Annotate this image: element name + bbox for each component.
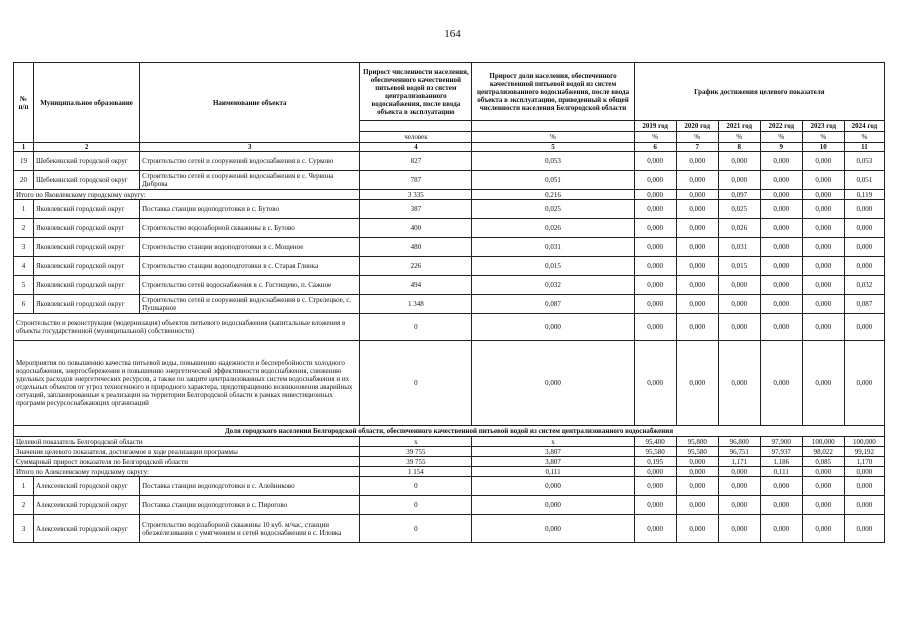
column-number: 2 (34, 143, 140, 152)
share-cell: 0,087 (472, 295, 634, 314)
header-year: 2024 год (844, 121, 884, 132)
share-cell: 0,216 (472, 190, 634, 200)
measures-row (14, 341, 885, 426)
year-value-cell: 0,000 (802, 190, 844, 200)
year-value-cell: 0,000 (676, 314, 718, 341)
table-row (14, 496, 885, 515)
population-cell: 1 154 (360, 467, 472, 477)
year-value-cell: 98,022 (802, 447, 844, 457)
header-n: № п/п (14, 63, 34, 143)
population-cell: 3 335 (360, 190, 472, 200)
population-cell: 0 (360, 515, 472, 543)
year-value-cell: 0,000 (844, 467, 884, 477)
year-value-cell: 0,000 (718, 477, 760, 496)
year-value-cell: 0,000 (634, 341, 676, 426)
year-value-cell: 0,000 (760, 200, 802, 219)
year-value-cell: 0,000 (760, 515, 802, 543)
municipality-cell: Яковлевский городской округ (34, 200, 140, 219)
row-label: Итого по Алексеевскому городскому округу: (14, 467, 360, 477)
year-value-cell: 0,000 (718, 152, 760, 171)
column-number: 1 (14, 143, 34, 152)
target-row (14, 437, 885, 447)
header-year: 2023 год (802, 121, 844, 132)
column-number: 11 (844, 143, 884, 152)
year-value-cell: 0,087 (844, 295, 884, 314)
year-value-cell: 0,000 (634, 190, 676, 200)
object-cell: Поставка станции водоподготовки в с. Бутово (140, 200, 360, 219)
header-year: 2021 год (718, 121, 760, 132)
year-value-cell: 0,000 (760, 496, 802, 515)
column-number: 6 (634, 143, 676, 152)
population-cell: 387 (360, 200, 472, 219)
population-cell: 226 (360, 257, 472, 276)
population-cell: 0 (360, 496, 472, 515)
year-value-cell: 0,000 (844, 238, 884, 257)
share-cell: 3,807 (472, 457, 634, 467)
year-value-cell: 95,800 (676, 437, 718, 447)
year-value-cell: 96,751 (718, 447, 760, 457)
year-value-cell: 96,800 (718, 437, 760, 447)
object-cell: Строительство станции водоподготовки в с. Мощеное (140, 238, 360, 257)
row-number: 4 (14, 257, 34, 276)
year-value-cell: 0,000 (760, 238, 802, 257)
header-blank (472, 121, 634, 132)
year-value-cell: 0,000 (844, 341, 884, 426)
year-value-cell: 0,000 (634, 515, 676, 543)
row-label: Мероприятия по повышению качества питьевой воды, повышению надежности и бесперебойности холодного водоснабжения, энергосбережения и повышению энергетической эффективности водоснабжения, снижению удельных расходов энергетических ресурсов, а также по защите централизованных систем водоснабжения и их отдельных объектов от угроз техногенного и природного характера, предотвращению возникновения аварийных ситуаций, запланированные к реализации на территории Белгородской области в рамках инвестиционных программ ресурсоснабжающих организаций (14, 341, 360, 426)
year-value-cell: 0,000 (676, 467, 718, 477)
unit-pct: % (676, 132, 718, 143)
year-value-cell: 1,171 (718, 457, 760, 467)
year-value-cell: 0,000 (634, 276, 676, 295)
table-row (14, 477, 885, 496)
header-object: Наименование объекта (140, 63, 360, 143)
year-value-cell: 0,000 (844, 200, 884, 219)
year-value-cell: 0,000 (676, 190, 718, 200)
header-population-increase: Прирост численности населения, обеспеченного качественной питьевой водой из систем централизованного водоснабжения, после ввода объекта в эксплуатацию (360, 63, 472, 121)
year-value-cell: 0,000 (676, 171, 718, 190)
row-number: 3 (14, 238, 34, 257)
column-numbers-row (14, 143, 885, 152)
year-value-cell: 0,000 (760, 219, 802, 238)
share-cell: 0,053 (472, 152, 634, 171)
section-title: Доля городского населения Белгородской области, обеспеченного качественной питьевой водой из систем централизованного водоснабжения (14, 426, 885, 437)
share-cell: 0,111 (472, 467, 634, 477)
year-value-cell: 0,000 (802, 496, 844, 515)
year-value-cell: 0,000 (760, 190, 802, 200)
year-value-cell: 0,000 (634, 295, 676, 314)
year-value-cell: 0,097 (718, 190, 760, 200)
year-value-cell: 0,000 (676, 515, 718, 543)
row-number: 2 (14, 219, 34, 238)
year-value-cell: 0,000 (718, 515, 760, 543)
row-label: Суммарный прирост показателя по Белгородской области (14, 457, 360, 467)
year-value-cell: 1,186 (760, 457, 802, 467)
municipality-cell: Шебекинский городской округ (34, 171, 140, 190)
section-row (14, 426, 885, 437)
municipality-cell: Яковлевский городской округ (34, 295, 140, 314)
object-cell: Строительство сетей и сооружений водоснабжения в с. Червона Диброва (140, 171, 360, 190)
header-row (14, 63, 885, 121)
year-value-cell: 0,000 (718, 295, 760, 314)
table-row (14, 515, 885, 543)
year-value-cell: 95,400 (634, 437, 676, 447)
target-row (14, 447, 885, 457)
year-value-cell: 0,000 (844, 477, 884, 496)
year-value-cell: 0,000 (844, 219, 884, 238)
row-number: 2 (14, 496, 34, 515)
object-cell: Строительство сетей и сооружений водоснабжения в с. Стрелецкое, с. Пушкарное (140, 295, 360, 314)
share-cell: x (472, 437, 634, 447)
year-value-cell: 99,192 (844, 447, 884, 457)
unit-pct: % (634, 132, 676, 143)
year-value-cell: 0,000 (802, 152, 844, 171)
year-value-cell: 0,085 (802, 457, 844, 467)
row-number: 1 (14, 477, 34, 496)
year-value-cell: 0,000 (802, 467, 844, 477)
table-row (14, 171, 885, 190)
year-value-cell: 0,000 (634, 152, 676, 171)
year-value-cell: 0,000 (676, 152, 718, 171)
year-value-cell: 0,000 (802, 238, 844, 257)
year-value-cell: 0,000 (802, 276, 844, 295)
table-row (14, 219, 885, 238)
total-row (14, 190, 885, 200)
year-value-cell: 0,026 (718, 219, 760, 238)
municipality-cell: Яковлевский городской округ (34, 219, 140, 238)
row-number: 6 (14, 295, 34, 314)
population-cell: 39 755 (360, 447, 472, 457)
share-cell: 0,000 (472, 477, 634, 496)
header-year: 2022 год (760, 121, 802, 132)
municipality-cell: Яковлевский городской округ (34, 257, 140, 276)
year-value-cell: 0,000 (760, 477, 802, 496)
year-value-cell: 0,000 (802, 295, 844, 314)
year-value-cell: 95,580 (634, 447, 676, 457)
year-value-cell: 0,000 (760, 152, 802, 171)
population-cell: 400 (360, 219, 472, 238)
object-cell: Поставка станции водоподготовки в с. Пирогово (140, 496, 360, 515)
unit-pct: % (718, 132, 760, 143)
year-value-cell: 0,000 (634, 257, 676, 276)
year-value-cell: 95,580 (676, 447, 718, 457)
population-cell: 0 (360, 477, 472, 496)
municipality-cell: Яковлевский городской округ (34, 276, 140, 295)
year-value-cell: 0,000 (676, 238, 718, 257)
table-row (14, 152, 885, 171)
share-cell: 0,015 (472, 257, 634, 276)
population-cell: 39 755 (360, 457, 472, 467)
year-value-cell: 0,000 (676, 341, 718, 426)
year-value-cell: 0,000 (844, 314, 884, 341)
population-cell: 0 (360, 341, 472, 426)
municipality-cell: Алексеевский городской округ (34, 477, 140, 496)
unit-pct: % (802, 132, 844, 143)
year-value-cell: 0,000 (802, 171, 844, 190)
object-cell: Строительство сетей водоснабжения в с. Гостищево, п. Сажное (140, 276, 360, 295)
year-value-cell: 0,119 (844, 190, 884, 200)
column-number: 7 (676, 143, 718, 152)
year-value-cell: 0,000 (718, 171, 760, 190)
header-year: 2020 год (676, 121, 718, 132)
year-value-cell: 0,000 (634, 200, 676, 219)
object-cell: Строительство сетей и сооружений водоснабжения в с. Сурково (140, 152, 360, 171)
population-cell: 787 (360, 171, 472, 190)
year-value-cell: 0,000 (676, 457, 718, 467)
year-value-cell: 0,000 (844, 515, 884, 543)
total-row (14, 467, 885, 477)
share-cell: 0,031 (472, 238, 634, 257)
header-blank (360, 121, 472, 132)
year-value-cell: 0,000 (802, 314, 844, 341)
unit-people: человек (360, 132, 472, 143)
year-value-cell: 0,000 (802, 515, 844, 543)
year-value-cell: 0,000 (760, 276, 802, 295)
header-year: 2019 год (634, 121, 676, 132)
year-value-cell: 0,000 (802, 477, 844, 496)
unit-pct: % (472, 132, 634, 143)
share-cell: 0,000 (472, 515, 634, 543)
year-value-cell: 0,000 (634, 467, 676, 477)
year-value-cell: 0,015 (718, 257, 760, 276)
unit-pct: % (844, 132, 884, 143)
year-value-cell: 0,000 (634, 314, 676, 341)
year-value-cell: 100,000 (802, 437, 844, 447)
column-number: 10 (802, 143, 844, 152)
year-value-cell: 0,000 (634, 496, 676, 515)
year-value-cell: 0,051 (844, 171, 884, 190)
table-row (14, 257, 885, 276)
population-cell: 494 (360, 276, 472, 295)
year-value-cell: 0,000 (676, 257, 718, 276)
unit-pct: % (760, 132, 802, 143)
share-cell: 0,026 (472, 219, 634, 238)
municipality-cell: Яковлевский городской округ (34, 238, 140, 257)
column-number: 8 (718, 143, 760, 152)
row-label: Строительство и реконструкция (модернизация) объектов питьевого водоснабжения (капитальные вложения в объекты государственной (муниципальной) собственности) (14, 314, 360, 341)
table-row (14, 238, 885, 257)
year-value-cell: 0,000 (802, 257, 844, 276)
page-number: 164 (444, 28, 461, 40)
population-cell: 0 (360, 314, 472, 341)
object-cell: Поставка станции водоподготовки в с. Алейниково (140, 477, 360, 496)
column-number: 3 (140, 143, 360, 152)
year-value-cell: 0,000 (676, 276, 718, 295)
share-cell: 0,000 (472, 314, 634, 341)
share-cell: 0,000 (472, 341, 634, 426)
table-row (14, 200, 885, 219)
share-cell: 0,025 (472, 200, 634, 219)
row-label: Значение целевого показателя, достигаемое в ходе реализации программы (14, 447, 360, 457)
year-value-cell: 97,900 (760, 437, 802, 447)
column-number: 5 (472, 143, 634, 152)
row-label: Итого по Яковлевскому городскому округу: (14, 190, 360, 200)
year-value-cell: 0,000 (760, 257, 802, 276)
year-value-cell: 0,000 (802, 341, 844, 426)
year-value-cell: 0,000 (760, 295, 802, 314)
table-row (14, 295, 885, 314)
year-value-cell: 0,000 (844, 257, 884, 276)
year-value-cell: 0,000 (760, 171, 802, 190)
year-value-cell: 1,170 (844, 457, 884, 467)
year-value-cell: 0,000 (718, 341, 760, 426)
population-cell: x (360, 437, 472, 447)
row-number: 20 (14, 171, 34, 190)
year-value-cell: 0,000 (634, 219, 676, 238)
year-value-cell: 0,000 (634, 477, 676, 496)
municipality-cell: Алексеевский городской округ (34, 496, 140, 515)
header-schedule: График достижения целевого показателя (634, 63, 884, 121)
population-cell: 480 (360, 238, 472, 257)
year-value-cell: 0,000 (634, 171, 676, 190)
year-value-cell: 0,000 (760, 341, 802, 426)
year-value-cell: 97,937 (760, 447, 802, 457)
row-number: 1 (14, 200, 34, 219)
object-cell: Строительство водозаборной скважины в с. Бутово (140, 219, 360, 238)
object-cell: Строительство станции водоподготовки в с. Старая Глинка (140, 257, 360, 276)
year-value-cell: 0,000 (802, 219, 844, 238)
data-table (13, 62, 885, 543)
column-number: 4 (360, 143, 472, 152)
population-cell: 1 348 (360, 295, 472, 314)
year-value-cell: 0,031 (718, 238, 760, 257)
header-share-increase: Прирост доли населения, обеспеченного качественной питьевой водой из систем централизованного водоснабжения, после ввода объекта в эксплуатацию, приведенный к общей численности населения Белгородской области (472, 63, 634, 121)
year-value-cell: 0,000 (844, 496, 884, 515)
year-value-cell: 0,000 (676, 496, 718, 515)
target-row (14, 457, 885, 467)
share-cell: 0,032 (472, 276, 634, 295)
construction-row (14, 314, 885, 341)
table-row (14, 276, 885, 295)
row-number: 3 (14, 515, 34, 543)
year-value-cell: 0,000 (718, 467, 760, 477)
year-value-cell: 0,000 (676, 219, 718, 238)
year-value-cell: 0,032 (844, 276, 884, 295)
year-value-cell: 0,000 (718, 314, 760, 341)
year-value-cell: 0,111 (760, 467, 802, 477)
year-value-cell: 0,000 (676, 295, 718, 314)
row-number: 19 (14, 152, 34, 171)
year-value-cell: 0,000 (718, 276, 760, 295)
year-value-cell: 100,000 (844, 437, 884, 447)
year-value-cell: 0,000 (760, 314, 802, 341)
object-cell: Строительство водозаборной скважины 10 куб. м/час, станции обезжелезивания с умягчением и сетей водоснабжения в с. Иловка (140, 515, 360, 543)
row-label: Целевой показатель Белгородской области (14, 437, 360, 447)
year-value-cell: 0,000 (676, 477, 718, 496)
column-number: 9 (760, 143, 802, 152)
year-value-cell: 0,000 (634, 238, 676, 257)
municipality-cell: Шебекинский городской округ (34, 152, 140, 171)
share-cell: 3,807 (472, 447, 634, 457)
year-value-cell: 0,053 (844, 152, 884, 171)
year-value-cell: 0,195 (634, 457, 676, 467)
share-cell: 0,051 (472, 171, 634, 190)
year-value-cell: 0,000 (802, 200, 844, 219)
year-value-cell: 0,000 (718, 496, 760, 515)
share-cell: 0,000 (472, 496, 634, 515)
year-value-cell: 0,025 (718, 200, 760, 219)
year-value-cell: 0,000 (676, 200, 718, 219)
row-number: 5 (14, 276, 34, 295)
population-cell: 827 (360, 152, 472, 171)
municipality-cell: Алексеевский городской округ (34, 515, 140, 543)
header-municipality: Муниципальное образование (34, 63, 140, 143)
